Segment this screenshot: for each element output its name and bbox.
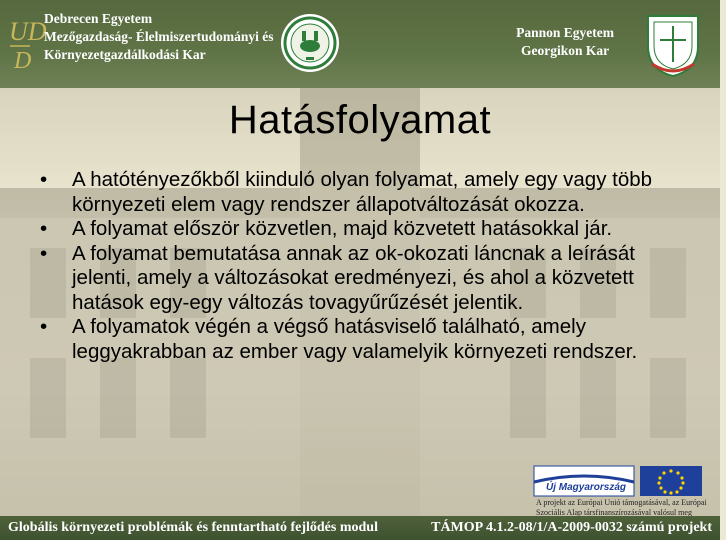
bullet-text: A folyamatok végén a végső hatásviselő található, amely leggyakrabban az ember vagy valamelyik környezeti rendszer. xyxy=(72,315,638,363)
list-item xyxy=(36,315,696,364)
ud-logo-icon xyxy=(6,12,47,74)
svg-text:D: D xyxy=(14,48,32,74)
faculty-line: Georgikon Kar xyxy=(521,43,610,58)
faculty-line: Pannon Egyetem xyxy=(516,25,614,40)
list-item xyxy=(36,242,696,316)
slide-title: Hatásfolyamat xyxy=(228,98,492,142)
faculty-name-right xyxy=(516,24,614,60)
bullet-icon: • xyxy=(40,217,48,240)
faculty-name-left xyxy=(44,10,273,64)
header-band xyxy=(0,0,720,88)
university-seal-icon xyxy=(280,13,340,73)
bullet-text: A folyamat bemutatása annak az ok-okozati láncnak a leírását jelenti, amely a változásokat eredményezi, és ahol a közvetett hatások egy-egy változás tovagyűrűzését jelentik. xyxy=(72,241,635,314)
bullet-list xyxy=(36,168,696,364)
list-item xyxy=(36,168,696,217)
faculty-line: Mezőgazdaság- Élelmiszertudományi és xyxy=(44,29,274,44)
footer-module-title: Globális környezeti problémák és fenntartható fejlődés modul xyxy=(8,520,378,535)
bullet-icon: • xyxy=(40,168,48,191)
list-item xyxy=(36,217,696,242)
faculty-line: Debrecen Egyetem xyxy=(44,11,153,26)
georgikon-crest-icon xyxy=(644,12,702,78)
bullet-icon: • xyxy=(40,315,48,338)
uj-magyarorszag-logo-text: Új Magyarország xyxy=(546,482,627,493)
footer-project-id: TÁMOP 4.1.2-08/1/A-2009-0032 számú projekt xyxy=(431,520,712,535)
bullet-text: A folyamat először közvetlen, majd közvetett hatásokkal jár. xyxy=(72,217,613,240)
bullet-icon: • xyxy=(40,241,48,265)
bullet-text: A hatótényezőkből kiinduló olyan folyamat, amely egy vagy több környezeti elem vagy rendszer állapotváltozását okozza. xyxy=(72,168,653,216)
eu-funding-caption: A projekt az Európai Unió támogatásával, az Európai Szociális Alap társfinanszírozásával valósul meg xyxy=(536,498,707,517)
footer-band xyxy=(0,516,720,540)
ud-logo-letters: UD xyxy=(9,17,47,46)
faculty-line: Környezetgazdálkodási Kar xyxy=(44,47,206,62)
